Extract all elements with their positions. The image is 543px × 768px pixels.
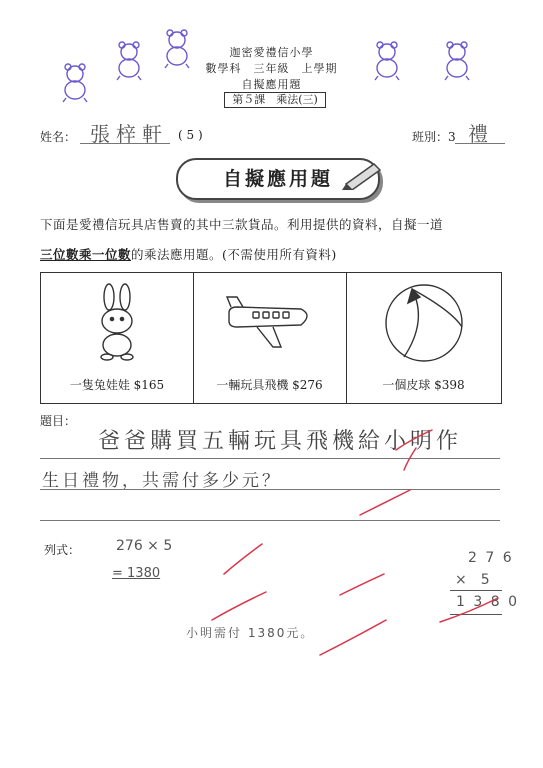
goods-table xyxy=(40,272,502,404)
name-value: 張梓軒 xyxy=(90,122,168,146)
check-mark xyxy=(320,620,386,655)
vertical-top: 2 7 6 xyxy=(468,550,514,566)
class-number: ( 5 ) xyxy=(178,128,203,142)
worksheet-title-text: 自擬應用題 xyxy=(222,168,333,190)
answer-rule xyxy=(40,520,500,521)
check-mark xyxy=(212,592,266,620)
goods-caption: 一個皮球 $398 xyxy=(382,378,465,392)
instruction-rest: 的乘法應用題。(不需使用所有資料) xyxy=(131,247,337,262)
subject-line: 數學科 三年級 上學期 xyxy=(205,62,338,75)
class-value: 禮 xyxy=(468,122,488,146)
answer-rule xyxy=(40,458,500,459)
pencil-icon xyxy=(340,160,384,190)
question-answer-line-2: 生日禮物，共需付多少元？ xyxy=(42,471,282,491)
working-result: = 1380 xyxy=(112,566,161,581)
vertical-multiplier: × 5 xyxy=(455,572,490,588)
instruction-line-1: 下面是愛禮信玩具店售賣的其中三款貨品。利用提供的資料，自擬一道 xyxy=(40,217,444,232)
instruction-emphasis: 三位數乘一位數 xyxy=(40,247,132,262)
vertical-rule xyxy=(450,614,502,615)
school-name: 迦密愛禮信小學 xyxy=(229,46,314,59)
goods-cell-ball xyxy=(346,273,501,403)
goods-cell-airplane xyxy=(193,273,347,403)
class-underline xyxy=(455,143,505,144)
topic-line: 自擬應用題 xyxy=(241,78,302,91)
class-label: 班別：3 xyxy=(412,130,456,144)
instruction-line-2 xyxy=(40,245,337,263)
vertical-result: 1 3 8 0 xyxy=(456,594,519,610)
vertical-rule xyxy=(450,590,502,591)
question-label: 題目： xyxy=(40,414,77,428)
name-underline xyxy=(80,143,170,144)
rabbit-doll-icon xyxy=(89,283,145,363)
answer-rule xyxy=(40,489,500,490)
final-answer: 小明需付 1380元。 xyxy=(186,626,315,640)
lesson-box: 第５課 乘法(三) xyxy=(224,92,326,108)
check-mark xyxy=(340,574,384,595)
working-expression: 276 × 5 xyxy=(116,538,173,554)
beach-ball-icon xyxy=(382,281,466,365)
working-label: 列式： xyxy=(44,543,81,557)
name-label: 姓名： xyxy=(40,130,77,144)
goods-caption: 一輛玩具飛機 $276 xyxy=(216,378,323,392)
toy-airplane-icon xyxy=(223,295,315,355)
check-mark xyxy=(224,544,262,574)
goods-cell-rabbit xyxy=(41,273,194,403)
question-answer-line-1: 爸爸購買五輛玩具飛機給小明作 xyxy=(98,429,463,454)
check-mark xyxy=(360,490,410,515)
goods-caption: 一隻兔娃娃 $165 xyxy=(69,378,165,392)
